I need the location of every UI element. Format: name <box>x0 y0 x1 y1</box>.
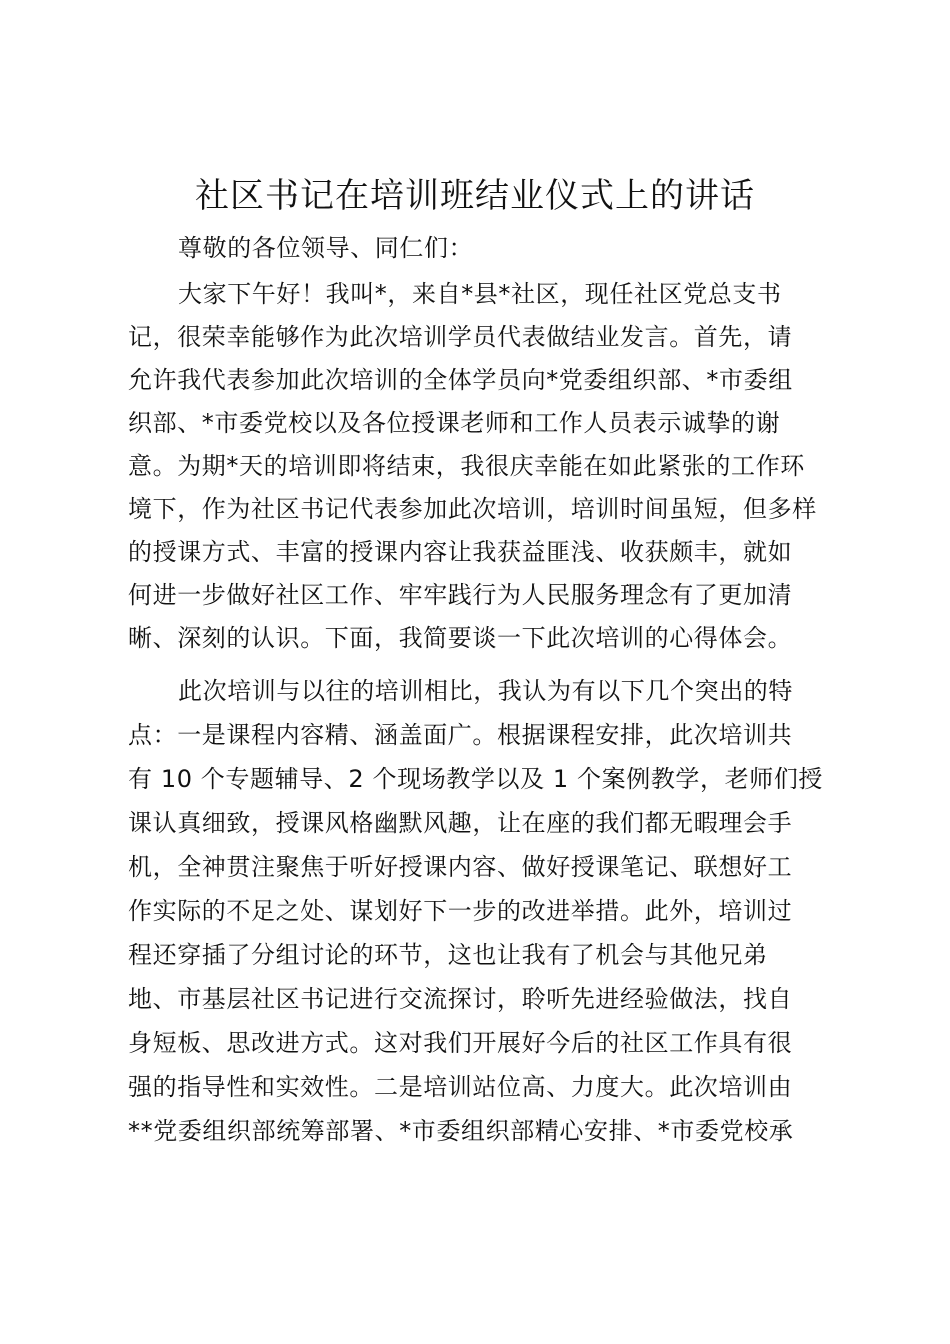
paragraph-line: 此次培训与以往的培训相比，我认为有以下几个突出的特 <box>178 677 793 705</box>
paragraph-line: 境下，作为社区书记代表参加此次培训，培训时间虽短，但多样 <box>128 495 817 523</box>
paragraph-line: 有 10 个专题辅导、2 个现场教学以及 1 个案例教学，老师们授 <box>128 765 824 793</box>
paragraph-line: 机，全神贯注聚焦于听好授课内容、做好授课笔记、联想好工 <box>128 853 793 881</box>
paragraph-line: 织部、*市委党校以及各位授课老师和工作人员表示诚挚的谢 <box>128 409 781 437</box>
salutation: 尊敬的各位领导、同仁们： <box>178 234 474 262</box>
paragraph-line: 课认真细致，授课风格幽默风趣，让在座的我们都无暇理会手 <box>128 809 793 837</box>
paragraph-line: 大家下午好！我叫*，来自*县*社区，现任社区党总支书 <box>178 280 782 308</box>
paragraph-line: 意。为期*天的培训即将结束，我很庆幸能在如此紧张的工作环 <box>128 452 805 480</box>
paragraph-line: 身短板、思改进方式。这对我们开展好今后的社区工作具有很 <box>128 1029 793 1057</box>
paragraph-line: 何进一步做好社区工作、牢牢践行为人民服务理念有了更加清 <box>128 581 793 609</box>
paragraph-line: 地、市基层社区书记进行交流探讨，聆听先进经验做法，找自 <box>128 985 793 1013</box>
paragraph-line: 作实际的不足之处、谋划好下一步的改进举措。此外，培训过 <box>128 897 793 925</box>
paragraph-line: 程还穿插了分组讨论的环节，这也让我有了机会与其他兄弟 <box>128 941 768 969</box>
paragraph-line: 允许我代表参加此次培训的全体学员向*党委组织部、*市委组 <box>128 366 793 394</box>
document-title: 社区书记在培训班结业仪式上的讲话 <box>195 176 755 216</box>
paragraph-line: 记，很荣幸能够作为此次培训学员代表做结业发言。首先，请 <box>128 323 793 351</box>
paragraph-line: 晰、深刻的认识。下面，我简要谈一下此次培训的心得体会。 <box>128 624 793 652</box>
paragraph-line: 强的指导性和实效性。二是培训站位高、力度大。此次培训由 <box>128 1073 793 1101</box>
paragraph-line: 的授课方式、丰富的授课内容让我获益匪浅、收获颇丰，就如 <box>128 538 793 566</box>
paragraph-line: **党委组织部统筹部署、*市委组织部精心安排、*市委党校承 <box>128 1117 794 1145</box>
paragraph-line: 点：一是课程内容精、涵盖面广。根据课程安排，此次培训共 <box>128 721 793 749</box>
